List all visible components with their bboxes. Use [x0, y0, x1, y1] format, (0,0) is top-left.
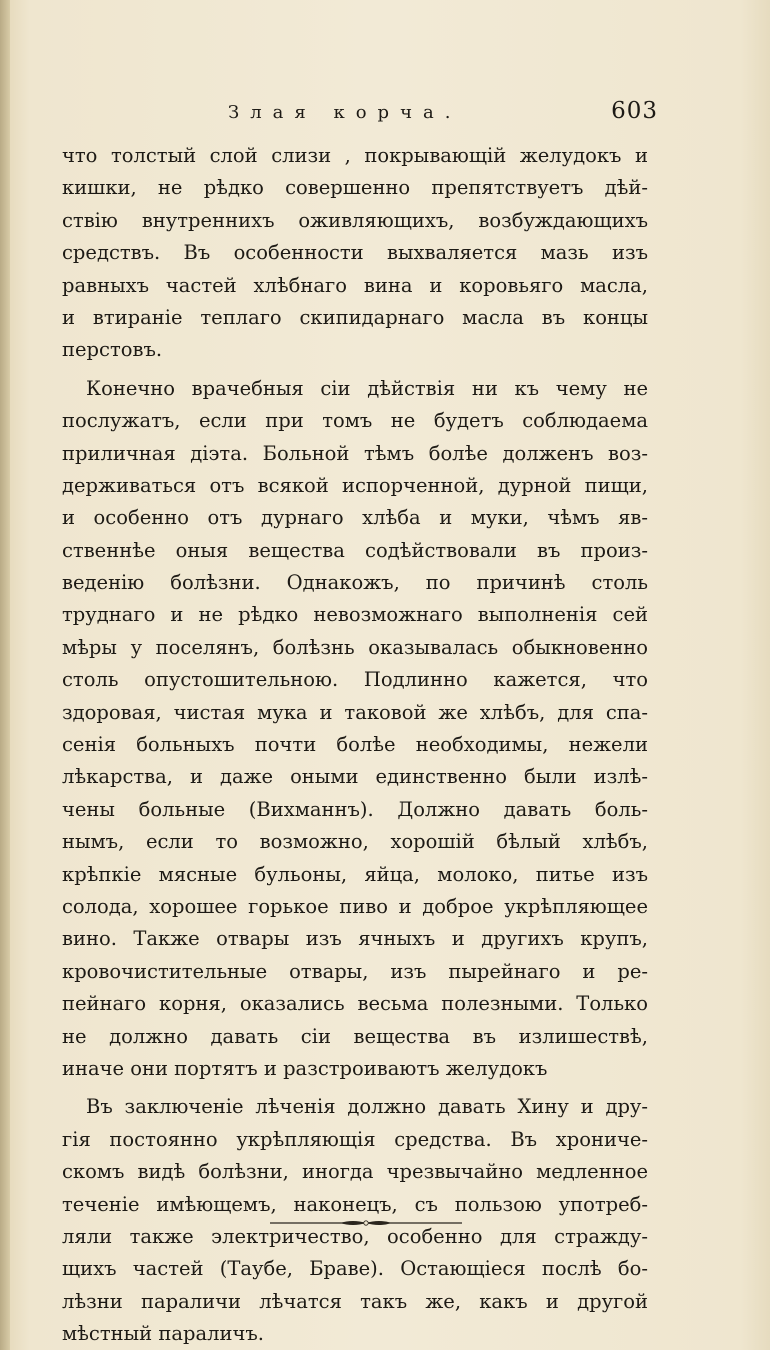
- text-line: что толстый слой слизи , покрывающій желудокъ и: [62, 144, 648, 167]
- text-line: перстовъ.: [62, 338, 163, 362]
- text-line: послужатъ, если при томъ не будетъ соблюдаема: [62, 409, 648, 433]
- running-head-title: Злая корча.: [228, 102, 462, 123]
- text-line: и втираніе теплаго скипидарнаго масла въ концы: [62, 305, 648, 329]
- text-line: ственнѣе оныя вещества содѣйствовали въ произ-: [62, 538, 648, 562]
- text-line: гія постоянно укрѣпляющія средства. Въ хрониче-: [62, 1127, 648, 1151]
- text-line: веденію болѣзни. Однакожъ, по причинѣ столь: [62, 571, 648, 595]
- running-head: [228, 98, 658, 132]
- text-line: теченіе имѣющемъ, наконецъ, съ пользою употреб-: [62, 1192, 648, 1216]
- text-line: труднаго и не рѣдко невозможнаго выполненія сей: [62, 603, 648, 627]
- text-line: мѣстный параличъ.: [62, 1322, 264, 1346]
- text-line: средствъ. Въ особенности выхваляется мазь изъ: [62, 241, 648, 265]
- binding-edge: [0, 0, 10, 1350]
- text-line: лѣзни параличи лѣчатся такъ же, какъ и другой: [62, 1289, 648, 1313]
- text-line: равныхъ частей хлѣбнаго вина и коровьяго масла,: [62, 273, 648, 297]
- text-line: Конечно врачебныя сіи дѣйствія ни къ чему не: [86, 376, 648, 400]
- text-line: крѣпкіе мясные бульоны, яйца, молоко, питье изъ: [62, 862, 648, 886]
- text-line: приличная діэта. Больной тѣмъ болѣе долженъ воз-: [62, 441, 648, 465]
- text-line: не должно давать сіи вещества въ излишествѣ,: [62, 1024, 648, 1048]
- text-line: кровочистительные отвары, изъ пырейнаго и ре-: [62, 959, 648, 983]
- text-line: сенія больныхъ почти болѣе необходимы, нежели: [62, 733, 648, 757]
- text-line: вино. Также отвары изъ ячныхъ и другихъ крупъ,: [62, 927, 648, 951]
- ornament-rule-icon: [270, 1218, 462, 1228]
- text-line: и особенно отъ дурнаго хлѣба и муки, чѣмъ яв-: [62, 506, 648, 530]
- text-line: мѣры у поселянъ, болѣзнь оказывалась обыкновенно: [62, 635, 648, 659]
- text-line: здоровая, чистая мука и таковой же хлѣбъ, для спа-: [62, 700, 648, 724]
- text-line: столь опустошительною. Подлинно кажется, что: [62, 668, 648, 692]
- text-line: скомъ видѣ болѣзни, иногда чрезвычайно медленное: [62, 1160, 648, 1184]
- text-line: ствію внутреннихъ оживляющихъ, возбуждающихъ: [62, 208, 648, 232]
- text-line: чены больные (Вихманнъ). Должно давать боль-: [62, 797, 648, 821]
- text-line: держиваться отъ всякой испорченной, дурной пищи,: [62, 473, 648, 497]
- text-line: нымъ, если то возможно, хорошій бѣлый хлѣбъ,: [62, 830, 648, 854]
- text-line: кишки, не рѣдко совершенно препятствуетъ дѣй-: [62, 176, 648, 200]
- text-line: Въ заключеніе лѣченія должно давать Хину и дру-: [86, 1095, 648, 1119]
- body-text: [62, 140, 648, 1350]
- paragraph-1: [62, 140, 648, 367]
- text-line: щихъ частей (Таубе, Браве). Остающіеся послѣ бо-: [62, 1257, 648, 1281]
- paragraph-2: [62, 373, 648, 1086]
- text-line: пейнаго корня, оказались весьма полезными. Только: [62, 992, 648, 1016]
- text-line: солода, хорошее горькое пиво и доброе укрѣпляющее: [62, 894, 648, 918]
- text-line: иначе они портятъ и разстроиваютъ желудокъ: [62, 1056, 548, 1080]
- page-number: 603: [611, 98, 658, 124]
- text-line: лѣкарства, и даже оными единственно были излѣ-: [62, 765, 648, 789]
- text-line: ляли также электричество, особенно для стражду-: [62, 1224, 648, 1248]
